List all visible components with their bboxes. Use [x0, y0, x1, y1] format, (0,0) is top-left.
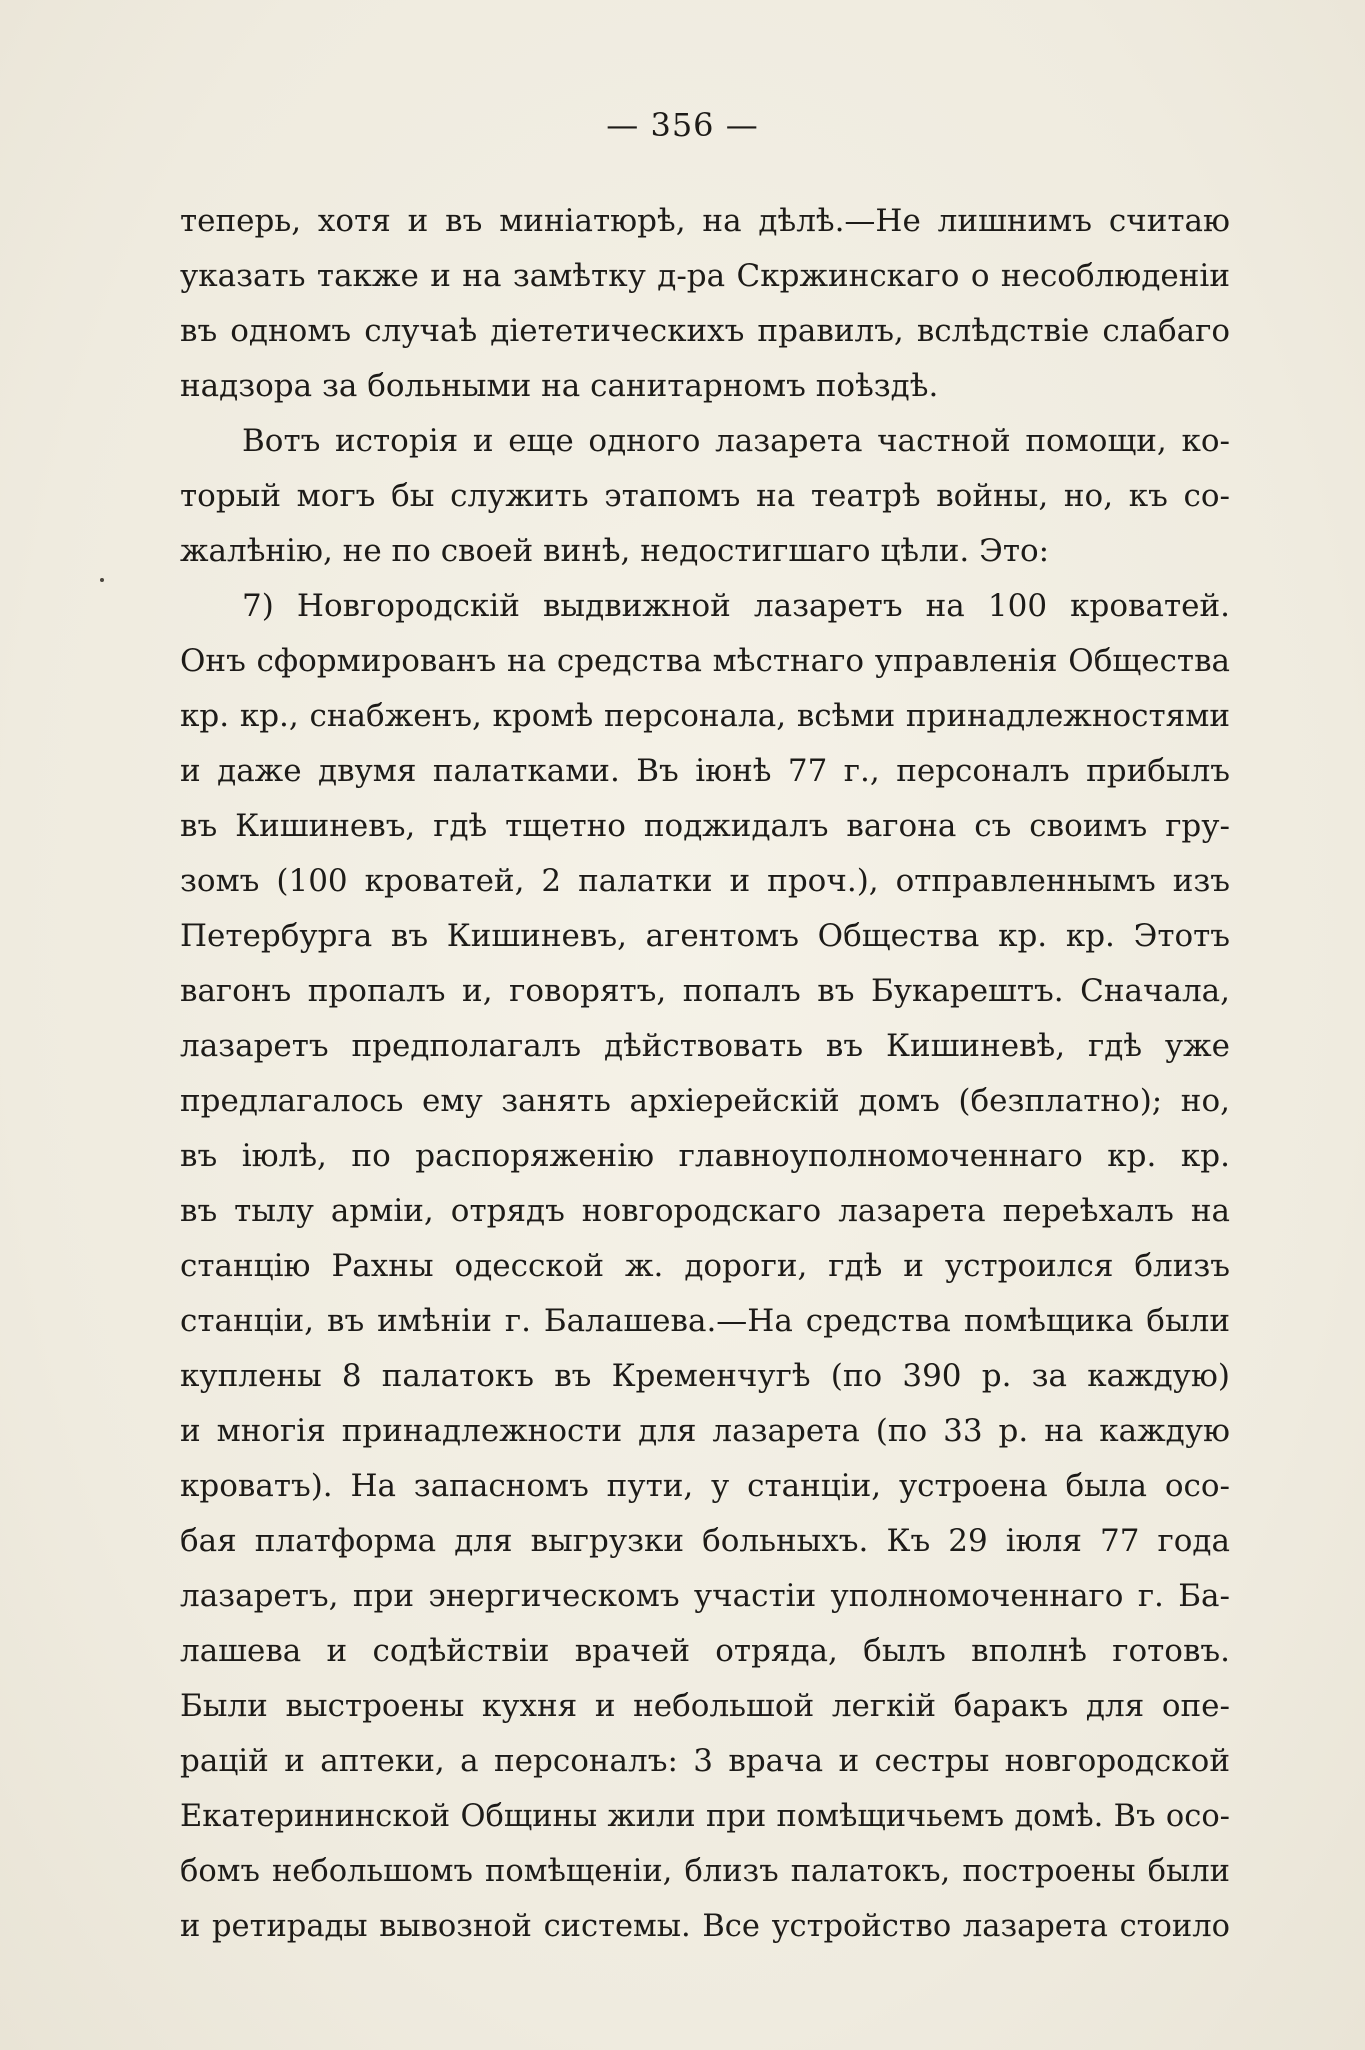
text-line: теперь, хотя и въ миніатюрѣ, на дѣлѣ.—Не лишнимъ считаю [180, 203, 1230, 239]
text-line: кр. кр., снабженъ, кромѣ персонала, всѣми принадлежностями [180, 698, 1230, 734]
body-text [180, 194, 1230, 1954]
text-line: въ Кишиневъ, гдѣ тщетно поджидалъ вагона съ своимъ гру- [180, 808, 1230, 844]
text-line: лазаретъ, при энергическомъ участіи уполномоченнаго г. Ба- [180, 1578, 1230, 1614]
text-line: въ тылу арміи, отрядъ новгородскаго лазарета переѣхалъ на [180, 1193, 1230, 1229]
text-line: и ретирады вывозной системы. Все устройство лазарета стоило [180, 1909, 1230, 1944]
text-line: Екатерининской Общины жили при помѣщичьемъ домѣ. Въ осо- [180, 1799, 1230, 1834]
text-line: Онъ сформированъ на средства мѣстнаго управленія Общества [180, 643, 1230, 679]
text-line: и многія принадлежности для лазарета (по 33 р. на каждую [180, 1413, 1230, 1449]
text-line: въ іюлѣ, по распоряженію главноуполномоченнаго кр. кр. [180, 1138, 1230, 1174]
text-line: лазаретъ предполагалъ дѣйствовать въ Кишиневѣ, гдѣ уже [180, 1028, 1230, 1064]
text-line: Петербурга въ Кишиневъ, агентомъ Общества кр. кр. Этотъ [180, 918, 1230, 954]
page-number-header: — 356 — [606, 106, 759, 144]
text-line: указать также и на замѣтку д-ра Скржинскаго о несоблюденіи [180, 258, 1230, 294]
text-line: зомъ (100 кроватей, 2 палатки и проч.), отправленнымъ изъ [180, 863, 1230, 899]
text-line: торый могъ бы служить этапомъ на театрѣ войны, но, къ со- [180, 478, 1230, 514]
text-line: и даже двумя палатками. Въ іюнѣ 77 г., персоналъ прибылъ [180, 753, 1230, 789]
text-line: кроватъ). На запасномъ пути, у станціи, устроена была осо- [180, 1468, 1230, 1504]
text-line: жалѣнію, не по своей винѣ, недостигшаго цѣли. Это: [180, 533, 1050, 569]
text-line: куплены 8 палатокъ въ Кременчугѣ (по 390 р. за каждую) [180, 1358, 1230, 1394]
text-line: рацій и аптеки, а персоналъ: 3 врача и сестры новгородской [180, 1743, 1230, 1779]
text-line: предлагалось ему занять архіерейскій домъ (безплатно); но, [180, 1083, 1230, 1119]
ink-speck [100, 578, 104, 582]
text-line: Были выстроены кухня и небольшой легкій баракъ для опе- [180, 1688, 1230, 1724]
text-line: Вотъ исторія и еще одного лазарета частной помощи, ко- [242, 423, 1230, 459]
text-line: лашева и содѣйствіи врачей отряда, былъ вполнѣ готовъ. [180, 1633, 1230, 1669]
text-line: станціи, въ имѣніи г. Балашева.—На средства помѣщика были [180, 1303, 1230, 1339]
text-line: вагонъ пропалъ и, говорятъ, попалъ въ Букарештъ. Сначала, [180, 973, 1230, 1009]
text-line: надзора за больными на санитарномъ поѣздѣ. [180, 368, 939, 404]
text-line: бомъ небольшомъ помѣщеніи, близъ палатокъ, построены были [180, 1854, 1230, 1889]
text-line: бая платформа для выгрузки больныхъ. Къ 29 іюля 77 года [180, 1523, 1230, 1559]
text-line: въ одномъ случаѣ діететическихъ правилъ, вслѣдствіе слабаго [180, 313, 1230, 349]
text-line: 7) Новгородскій выдвижной лазаретъ на 100 кроватей. [242, 588, 1230, 624]
text-line: станцію Рахны одесской ж. дороги, гдѣ и устроился близъ [180, 1248, 1230, 1284]
